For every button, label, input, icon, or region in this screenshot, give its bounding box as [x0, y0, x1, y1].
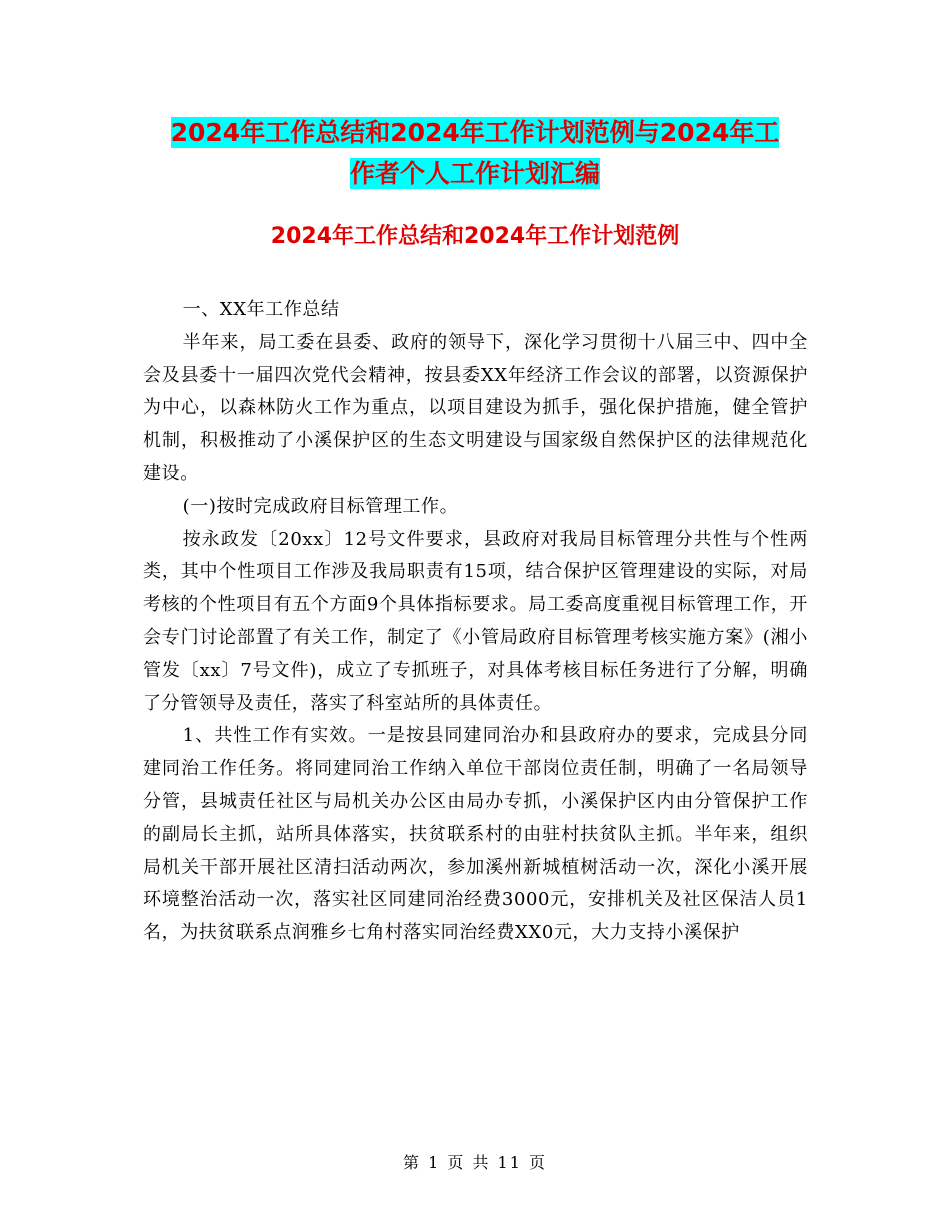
heading-year-summary: 一、XX年工作总结	[182, 299, 340, 320]
page-footer: 第 1 页 共 11 页	[403, 1153, 547, 1172]
main-title-line-2: 作者个人工作计划汇编	[349, 159, 600, 188]
paragraph-intro: 半年来，局工委在县委、政府的领导下，深化学习贯彻十八届三中、四中全会及县委十一届四次党代会精神，按县委XX年经济工作会议的部署，以资源保护为中心，以森林防火工作为重点，以项目建设为抓手，强化保护措施，健全管护机制，积极推动了小溪保护区的生态文明建设与国家级自然保护区的法律规范化建设。	[143, 331, 808, 484]
main-title-line-1: 2024年工作总结和2024年工作计划范例与2024年工	[170, 118, 780, 147]
paragraph-target-management: 按永政发〔20xx〕12号文件要求，县政府对我局目标管理分共性与个性两类，其中个性项目工作涉及我局职责有15项，结合保护区管理建设的实际，对局考核的个性项目有五个方面9个具体指标要求。局工委高度重视目标管理工作，开会专门讨论部置了有关工作，制定了《小管局政府目标管理考核实施方案》(湘小管发〔xx〕7号文件)，成立了专抓班子，对具体考核目标任务进行了分解，明确了分管领导及责任，落实了科室站所的具体责任。	[143, 528, 808, 714]
paragraph-common-work: 1、共性工作有实效。一是按县同建同治办和县政府办的要求，完成县分同建同治工作任务。将同建同治工作纳入单位干部岗位责任制，明确了一名局领导分管，县城责任社区与局机关办公区由局办专抓，小溪保护区内由分管保护工作的副局长主抓，站所具体落实，扶贫联系村的由驻村扶贫队主抓。半年来，组织局机关干部开展社区清扫活动两次，参加溪州新城植树活动一次，深化小溪开展环境整治活动一次，落实社区同建同治经费3000元，安排机关及社区保洁人员1名，为扶贫联系点润雅乡七角村落实同治经费XX0元，大力支持小溪保护	[143, 725, 808, 944]
document-body	[143, 294, 808, 950]
section-title: 2024年工作总结和2024年工作计划范例	[270, 224, 680, 249]
document-main-title	[0, 112, 950, 194]
heading-target-management: (一)按时完成政府目标管理工作。	[182, 495, 459, 517]
